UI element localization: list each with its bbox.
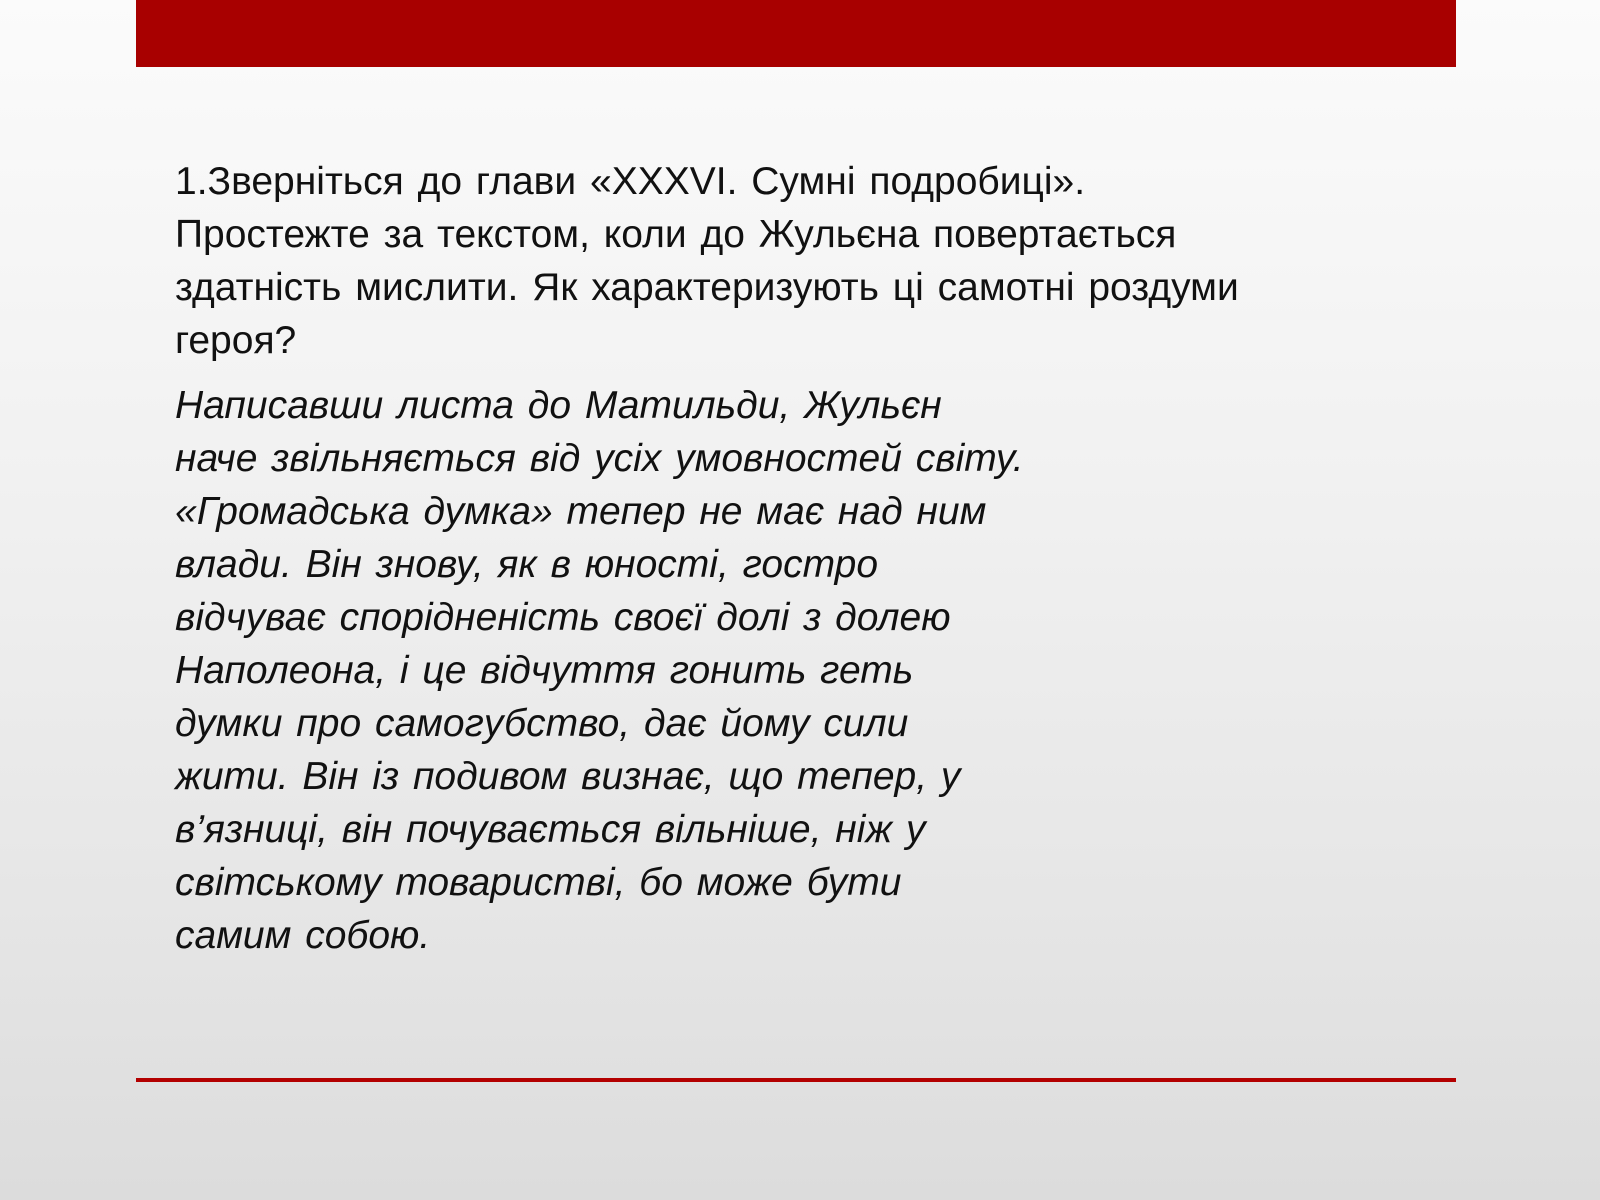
answer-line: наче звільняється від усіх умовностей світу. (175, 437, 1024, 480)
answer-line: світському товаристві, бо може бути (175, 861, 902, 904)
question-line: Простежте за текстом, коли до Жульєна повертається (175, 213, 1177, 256)
top-accent-bar (136, 0, 1456, 67)
question-line: 1.Зверніться до глави «XXXVI. Сумні подробиці». (175, 160, 1086, 203)
question-line: здатність мислити. Як характеризують ці самотні роздуми (175, 266, 1239, 309)
question-line: героя? (175, 319, 297, 362)
question-text (175, 155, 1405, 367)
answer-line: «Громадська думка» тепер не має над ним (175, 490, 987, 533)
slide-content (175, 155, 1405, 962)
answer-line: влади. Він знову, як в юності, гостро (175, 543, 879, 586)
answer-line: думки про самогубство, дає йому сили (175, 702, 909, 745)
answer-line: Написавши листа до Матильди, Жульєн (175, 384, 942, 427)
bottom-divider (136, 1078, 1456, 1082)
answer-line: відчуває спорідненість своєї долі з долею (175, 596, 951, 639)
answer-line: самим собою. (175, 914, 431, 957)
answer-line: в’язниці, він почувається вільніше, ніж у (175, 808, 926, 851)
answer-text (175, 379, 1135, 962)
answer-line: Наполеона, і це відчуття гонить геть (175, 649, 914, 692)
answer-line: жити. Він із подивом визнає, що тепер, у (175, 755, 961, 798)
